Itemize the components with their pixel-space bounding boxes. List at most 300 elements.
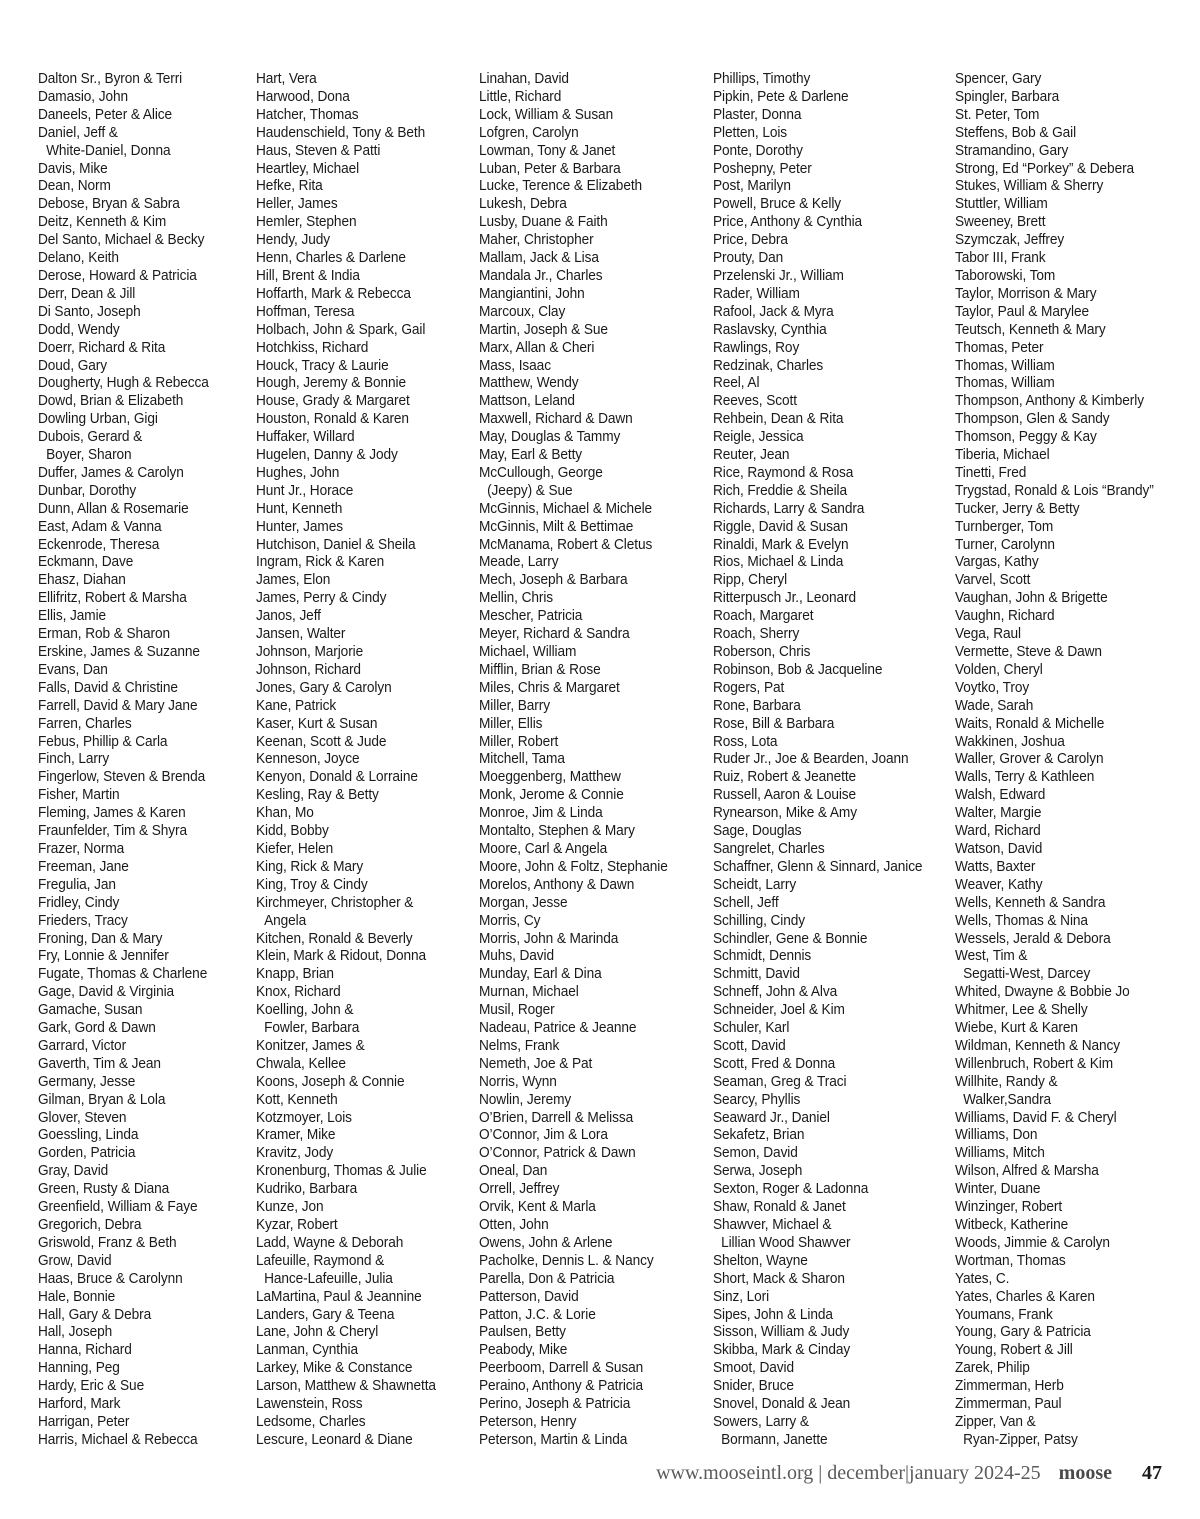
name-entry: Pipkin, Pete & Darlene (713, 87, 849, 105)
name-entry: Montalto, Stephen & Mary (479, 822, 635, 840)
name-entry: Peerboom, Darrell & Susan (479, 1359, 644, 1377)
name-entry: White-Daniel, Donna (46, 141, 171, 159)
name-entry: Mallam, Jack & Lisa (479, 249, 599, 267)
name-entry: Zimmerman, Paul (955, 1395, 1062, 1413)
name-entry: Hatcher, Thomas (256, 105, 359, 123)
name-entry: Spingler, Barbara (955, 87, 1060, 105)
name-entry: Nadeau, Patrice & Jeanne (479, 1019, 637, 1037)
name-entry: Willenbruch, Robert & Kim (955, 1054, 1114, 1072)
name-entry: Scott, Fred & Donna (713, 1054, 836, 1072)
name-entry: Sangrelet, Charles (713, 839, 825, 857)
name-entry: Richards, Larry & Sandra (713, 499, 865, 517)
name-entry: Whitmer, Lee & Shelly (955, 1001, 1088, 1019)
name-entry: Nemeth, Joe & Pat (479, 1054, 593, 1072)
name-entry: Poshepny, Peter (713, 159, 812, 177)
name-entry: Lane, John & Cheryl (256, 1323, 379, 1341)
name-entry: Ellis, Jamie (38, 607, 107, 625)
name-entry: Musil, Roger (479, 1001, 555, 1019)
name-entry: Willhite, Randy & (955, 1072, 1058, 1090)
name-entry: Zimmerman, Herb (955, 1377, 1064, 1395)
name-entry: Roach, Margaret (713, 607, 814, 625)
name-entry: Hotchkiss, Richard (256, 338, 369, 356)
name-entry: Scott, David (713, 1036, 786, 1054)
name-entry: Knox, Richard (256, 983, 341, 1001)
name-entry: Sage, Douglas (713, 822, 802, 840)
name-entry: O’Connor, Patrick & Dawn (479, 1144, 636, 1162)
name-entry: Stuttler, William (955, 195, 1048, 213)
name-entry: Grow, David (38, 1251, 112, 1269)
name-entry: Weaver, Kathy (955, 875, 1043, 893)
name-entry: Russell, Aaron & Louise (713, 786, 857, 804)
name-entry: Reeves, Scott (713, 392, 797, 410)
name-entry: Wessels, Jerald & Debora (955, 929, 1111, 947)
name-entry: Vermette, Steve & Dawn (955, 643, 1102, 660)
name-entry: Williams, David F. & Cheryl (955, 1108, 1117, 1126)
name-entry: Freeman, Jane (38, 857, 129, 875)
name-entry: Febus, Phillip & Carla (38, 732, 168, 750)
name-entry: Fowler, Barbara (264, 1019, 360, 1037)
name-entry: Raslavsky, Cynthia (713, 320, 827, 338)
name-column-4 (713, 70, 922, 1449)
name-entry: Thomson, Peggy & Kay (955, 428, 1097, 446)
name-entry: (Jeepy) & Sue (487, 481, 573, 499)
name-entry: Deitz, Kenneth & Kim (38, 213, 167, 231)
name-entry: Koelling, John & (256, 1001, 354, 1019)
name-entry: Kyzar, Robert (256, 1216, 338, 1233)
name-entry: May, Earl & Betty (479, 446, 583, 464)
name-entry: Morelos, Anthony & Dawn (479, 875, 635, 893)
name-entry: Gilman, Bryan & Lola (38, 1090, 166, 1108)
name-entry: Linahan, David (479, 70, 569, 87)
name-entry: Vaughan, John & Brigette (955, 589, 1108, 607)
name-entry: Fregulia, Jan (38, 875, 116, 893)
name-entry: McManama, Robert & Cletus (479, 535, 653, 553)
name-entry: Harrigan, Peter (38, 1412, 130, 1430)
name-entry: Munday, Earl & Dina (479, 965, 602, 983)
name-entry: Riggle, David & Susan (713, 517, 848, 535)
name-entry: Young, Robert & Jill (955, 1341, 1073, 1359)
name-entry: Moore, Carl & Angela (479, 839, 608, 857)
name-entry: Spencer, Gary (955, 70, 1042, 87)
name-entry: Hanna, Richard (38, 1341, 132, 1359)
name-entry: Mech, Joseph & Barbara (479, 571, 628, 589)
name-entry: Varvel, Scott (955, 571, 1031, 589)
name-entry: Stramandino, Gary (955, 141, 1069, 159)
name-entry: Frazer, Norma (38, 839, 125, 857)
name-entry: Griswold, Franz & Beth (38, 1233, 177, 1251)
name-entry: Rehbein, Dean & Rita (713, 410, 844, 428)
name-entry: Sweeney, Brett (955, 213, 1046, 231)
name-entry: Segatti-West, Darcey (963, 965, 1091, 983)
name-entry: Tiberia, Michael (955, 446, 1050, 464)
name-entry: Ryan-Zipper, Patsy (963, 1430, 1078, 1448)
name-entry: House, Grady & Margaret (256, 392, 410, 410)
name-entry: Doud, Gary (38, 356, 108, 374)
name-entry: Larkey, Mike & Constance (256, 1359, 413, 1377)
name-entry: Fugate, Thomas & Charlene (38, 965, 208, 983)
name-entry: Knapp, Brian (256, 965, 334, 983)
name-entry: Fry, Lonnie & Jennifer (38, 947, 169, 965)
name-entry: Sinz, Lori (713, 1287, 770, 1305)
name-entry: Prouty, Dan (713, 249, 784, 267)
name-entry: Taylor, Paul & Marylee (955, 302, 1090, 320)
name-entry: Rich, Freddie & Sheila (713, 481, 848, 499)
name-entry: Hoffarth, Mark & Rebecca (256, 284, 411, 302)
name-entry: Sisson, William & Judy (713, 1323, 850, 1341)
name-entry: Tucker, Jerry & Betty (955, 499, 1080, 517)
name-entry: Moeggenberg, Matthew (479, 768, 621, 786)
name-entry: Kenyon, Donald & Lorraine (256, 768, 418, 786)
name-entry: Young, Gary & Patricia (955, 1323, 1091, 1341)
name-entry: Taborowski, Tom (955, 266, 1056, 284)
name-entry: Mattson, Leland (479, 392, 575, 410)
name-entry: Johnson, Richard (256, 660, 361, 678)
name-entry: Little, Richard (479, 87, 562, 105)
name-entry: Rawlings, Roy (713, 338, 800, 356)
name-entry: Hefke, Rita (256, 177, 323, 195)
name-entry: Post, Marilyn (713, 177, 791, 195)
name-entry: Turnberger, Tom (955, 517, 1054, 535)
name-entry: Sexton, Roger & Ladonna (713, 1180, 869, 1198)
name-entry: Gregorich, Debra (38, 1216, 142, 1233)
name-entry: James, Elon (256, 571, 331, 589)
name-entry: Ladd, Wayne & Deborah (256, 1233, 404, 1251)
name-entry: Przelenski Jr., William (713, 266, 844, 284)
name-entry: Kiefer, Helen (256, 839, 334, 857)
page-number: 47 (1142, 1462, 1162, 1484)
name-entry: Moore, John & Foltz, Stephanie (479, 857, 668, 875)
name-entry: Wakkinen, Joshua (955, 732, 1065, 750)
name-entry: Frieders, Tracy (38, 911, 128, 929)
name-entry: Skibba, Mark & Cinday (713, 1341, 851, 1359)
name-entry: Marx, Allan & Cheri (479, 338, 595, 356)
name-entry: Janos, Jeff (256, 607, 321, 625)
name-entry: Fraunfelder, Tim & Shyra (38, 822, 188, 840)
name-entry: Vaughn, Richard (955, 607, 1055, 625)
name-entry: Maxwell, Richard & Dawn (479, 410, 633, 428)
name-entry: Hall, Joseph (38, 1323, 113, 1341)
name-entry: Peabody, Mike (479, 1341, 568, 1359)
name-entry: Wells, Thomas & Nina (955, 911, 1088, 929)
name-entry: Reigle, Jessica (713, 428, 804, 446)
name-entry: Shelton, Wayne (713, 1251, 808, 1269)
name-entry: Scheidt, Larry (713, 875, 797, 893)
name-entry: Seaward Jr., Daniel (713, 1108, 830, 1126)
name-entry: St. Peter, Tom (955, 105, 1040, 123)
name-entry: Snovel, Donald & Jean (713, 1395, 851, 1413)
name-entry: Sipes, John & Linda (713, 1305, 833, 1323)
name-entry: Schmidt, Dennis (713, 947, 812, 965)
name-entry: Meyer, Richard & Sandra (479, 625, 630, 643)
name-entry: Di Santo, Joseph (38, 302, 141, 320)
name-entry: Seaman, Greg & Traci (713, 1072, 847, 1090)
name-entry: Gaverth, Tim & Jean (38, 1054, 161, 1072)
name-entry: Otten, John (479, 1216, 549, 1233)
name-entry: Lock, William & Susan (479, 105, 614, 123)
name-entry: Redzinak, Charles (713, 356, 824, 374)
name-entry: Oneal, Dan (479, 1162, 548, 1180)
name-entry: Derose, Howard & Patricia (38, 266, 197, 284)
name-entry: Rafool, Jack & Myra (713, 302, 834, 320)
name-entry: Dalton Sr., Byron & Terri (38, 70, 183, 87)
name-entry: Powell, Bruce & Kelly (713, 195, 842, 213)
name-entry: Del Santo, Michael & Becky (38, 231, 205, 249)
name-entry: Zipper, Van & (955, 1412, 1036, 1430)
name-entry: Debose, Bryan & Sabra (38, 195, 180, 213)
name-column-5 (955, 70, 1154, 1449)
name-entry: Hanning, Peg (38, 1359, 120, 1377)
name-entry: Mellin, Chris (479, 589, 554, 607)
name-entry: Lescure, Leonard & Diane (256, 1430, 413, 1448)
name-entry: Hale, Bonnie (38, 1287, 116, 1305)
name-entry: Huffaker, Willard (256, 428, 355, 446)
name-entry: Haus, Steven & Patti (256, 141, 381, 159)
name-entry: Wiebe, Kurt & Karen (955, 1019, 1078, 1037)
name-entry: Miller, Barry (479, 696, 550, 714)
name-entry: Konitzer, James & (256, 1036, 365, 1054)
name-entry: Derr, Dean & Jill (38, 284, 136, 302)
name-entry: Taylor, Morrison & Mary (955, 284, 1097, 302)
name-entry: Evans, Dan (38, 660, 108, 678)
name-entry: Schneider, Joel & Kim (713, 1001, 845, 1019)
name-entry: Glover, Steven (38, 1108, 127, 1126)
name-entry: Dougherty, Hugh & Rebecca (38, 374, 209, 392)
name-entry: James, Perry & Cindy (256, 589, 387, 607)
name-entry: Hance-Lafeuille, Julia (264, 1269, 393, 1287)
name-entry: Haas, Bruce & Carolynn (38, 1269, 183, 1287)
name-entry: Jansen, Walter (256, 625, 346, 643)
name-entry: Kramer, Mike (256, 1126, 336, 1144)
name-entry: Murnan, Michael (479, 983, 579, 1001)
name-entry: Ingram, Rick & Karen (256, 553, 385, 571)
name-entry: Peterson, Martin & Linda (479, 1430, 628, 1448)
name-entry: Boyer, Sharon (46, 446, 132, 464)
name-entry: Ellifritz, Robert & Marsha (38, 589, 187, 607)
name-entry: Wildman, Kenneth & Nancy (955, 1036, 1120, 1054)
name-entry: Sowers, Larry & (713, 1412, 809, 1430)
name-entry: Reel, Al (713, 374, 760, 392)
name-entry: King, Rick & Mary (256, 857, 364, 875)
name-entry: Fleming, James & Karen (38, 804, 186, 822)
name-entry: Rinaldi, Mark & Evelyn (713, 535, 849, 553)
name-entry: Daneels, Peter & Alice (38, 105, 173, 123)
name-entry: Germany, Jesse (38, 1072, 136, 1090)
name-entry: Lafeuille, Raymond & (256, 1251, 385, 1269)
name-entry: Short, Mack & Sharon (713, 1269, 845, 1287)
name-entry: Lucke, Terence & Elizabeth (479, 177, 643, 195)
name-entry: Orvik, Kent & Marla (479, 1198, 596, 1216)
name-entry: Pacholke, Dennis L. & Nancy (479, 1251, 654, 1269)
name-entry: Kronenburg, Thomas & Julie (256, 1162, 427, 1180)
name-entry: Kunze, Jon (256, 1198, 324, 1216)
name-entry: Roach, Sherry (713, 625, 800, 643)
name-entry: Lofgren, Carolyn (479, 123, 579, 141)
name-entry: Hoffman, Teresa (256, 302, 355, 320)
name-entry: Kenneson, Joyce (256, 750, 360, 768)
name-entry: Schuler, Karl (713, 1019, 790, 1037)
name-entry: Lusby, Duane & Faith (479, 213, 608, 231)
name-entry: LaMartina, Paul & Jeannine (256, 1287, 422, 1305)
name-entry: Vargas, Kathy (955, 553, 1039, 571)
name-entry: Waits, Ronald & Michelle (955, 714, 1105, 732)
name-entry: McGinnis, Milt & Bettimae (479, 517, 634, 535)
name-entry: Daniel, Jeff & (38, 123, 118, 141)
name-entry: Winter, Duane (955, 1180, 1041, 1198)
name-entry: Tinetti, Fred (955, 463, 1027, 481)
name-entry: Larson, Matthew & Shawnetta (256, 1377, 436, 1395)
name-entry: Tabor III, Frank (955, 249, 1046, 267)
name-entry: Hardy, Eric & Sue (38, 1377, 145, 1395)
name-entry: Parella, Don & Patricia (479, 1269, 615, 1287)
name-entry: Houston, Ronald & Karen (256, 410, 409, 428)
name-entry: Farrell, David & Mary Jane (38, 696, 198, 714)
name-entry: Kudriko, Barbara (256, 1180, 358, 1198)
name-entry: Norris, Wynn (479, 1072, 557, 1090)
name-entry: Schneff, John & Alva (713, 983, 838, 1001)
name-entry: Peraino, Anthony & Patricia (479, 1377, 643, 1395)
name-entry: Volden, Cheryl (955, 660, 1043, 678)
name-entry: Rader, William (713, 284, 800, 302)
name-entry: Morris, John & Marinda (479, 929, 619, 947)
name-entry: Klein, Mark & Ridout, Donna (256, 947, 427, 965)
name-entry: Vega, Raul (955, 625, 1021, 643)
name-entry: Mescher, Patricia (479, 607, 583, 625)
name-entry: Ripp, Cheryl (713, 571, 788, 589)
name-entry: Sekafetz, Brian (713, 1126, 805, 1144)
name-entry: Morgan, Jesse (479, 893, 568, 911)
name-column-1 (38, 70, 209, 1449)
name-entry: Roberson, Chris (713, 643, 811, 660)
name-entry: Meade, Larry (479, 553, 559, 571)
name-entry: Hall, Gary & Debra (38, 1305, 152, 1323)
name-entry: Eckmann, Dave (38, 553, 134, 571)
name-entry: Matthew, Wendy (479, 374, 579, 392)
name-entry: Dubois, Gerard & (38, 428, 143, 446)
name-entry: Serwa, Joseph (713, 1162, 803, 1180)
name-entry: Stukes, William & Sherry (955, 177, 1104, 195)
name-entry: Owens, John & Arlene (479, 1233, 613, 1251)
name-entry: Lillian Wood Shawver (721, 1233, 851, 1251)
name-entry: Schindler, Gene & Bonnie (713, 929, 868, 947)
name-entry: Robinson, Bob & Jacqueline (713, 660, 883, 678)
name-entry: Wells, Kenneth & Sandra (955, 893, 1106, 911)
name-entry: Waller, Grover & Carolyn (955, 750, 1104, 768)
name-entry: Henn, Charles & Darlene (256, 249, 406, 267)
name-entry: Mifflin, Brian & Rose (479, 660, 601, 678)
name-column-3 (479, 70, 668, 1449)
name-entry: Erman, Rob & Sharon (38, 625, 171, 643)
name-entry: Steffens, Bob & Gail (955, 123, 1077, 141)
name-entry: Mass, Isaac (479, 356, 551, 374)
name-entry: West, Tim & (955, 947, 1028, 965)
name-entry: Fridley, Cindy (38, 893, 120, 911)
name-entry: Kravitz, Jody (256, 1144, 334, 1162)
name-entry: Voytko, Troy (955, 678, 1030, 696)
name-entry: Doerr, Richard & Rita (38, 338, 166, 356)
name-entry: McCullough, George (479, 463, 603, 481)
name-entry: Gorden, Patricia (38, 1144, 136, 1162)
name-entry: Yates, C. (955, 1269, 1010, 1287)
name-entry: Pletten, Lois (713, 123, 788, 141)
name-entry: Johnson, Marjorie (256, 643, 364, 660)
name-entry: Williams, Mitch (955, 1144, 1045, 1162)
name-entry: Damasio, John (38, 87, 128, 105)
name-entry: Searcy, Phyllis (713, 1090, 801, 1108)
name-entry: Martin, Joseph & Sue (479, 320, 608, 338)
name-entry: Koons, Joseph & Connie (256, 1072, 405, 1090)
name-entry: Dowd, Brian & Elizabeth (38, 392, 184, 410)
name-entry: Khan, Mo (256, 804, 314, 822)
name-entry: Maher, Christopher (479, 231, 594, 249)
name-entry: Hugelen, Danny & Jody (256, 446, 398, 464)
name-entry: Hendy, Judy (256, 231, 330, 249)
name-entry: Dunbar, Dorothy (38, 481, 137, 499)
name-entry: Yates, Charles & Karen (955, 1287, 1095, 1305)
name-entry: Kott, Kenneth (256, 1090, 338, 1108)
name-entry: Bormann, Janette (721, 1430, 828, 1448)
name-entry: Plaster, Donna (713, 105, 802, 123)
name-entry: Duffer, James & Carolyn (38, 463, 184, 481)
name-entry: Kitchen, Ronald & Beverly (256, 929, 413, 947)
name-entry: Shawver, Michael & (713, 1216, 832, 1233)
name-entry: Goessling, Linda (38, 1126, 139, 1144)
name-entry: Dodd, Wendy (38, 320, 120, 338)
name-entry: Gamache, Susan (38, 1001, 143, 1019)
footer-brand: moose (1058, 1462, 1112, 1484)
name-entry: Snider, Bruce (713, 1377, 794, 1395)
name-entry: Reuter, Jean (713, 446, 790, 464)
name-entry: Kaser, Kurt & Susan (256, 714, 378, 732)
name-entry: Hughes, John (256, 463, 340, 481)
name-entry: Monk, Jerome & Connie (479, 786, 624, 804)
name-entry: Muhs, David (479, 947, 554, 965)
name-entry: Garrard, Victor (38, 1036, 127, 1054)
name-entry: Heartley, Michael (256, 159, 360, 177)
name-entry: Miller, Ellis (479, 714, 543, 732)
name-entry: Nelms, Frank (479, 1036, 560, 1054)
name-entry: Delano, Keith (38, 249, 119, 267)
name-entry: Schell, Jeff (713, 893, 779, 911)
name-entry: Greenfield, William & Faye (38, 1198, 198, 1216)
name-entry: Wade, Sarah (955, 696, 1034, 714)
name-entry: Hunt Jr., Horace (256, 481, 354, 499)
name-entry: Jones, Gary & Carolyn (256, 678, 392, 696)
name-entry: Perino, Joseph & Patricia (479, 1395, 631, 1413)
name-entry: Eckenrode, Theresa (38, 535, 160, 553)
name-entry: Thompson, Anthony & Kimberly (955, 392, 1144, 410)
name-entry: Ehasz, Diahan (38, 571, 126, 589)
name-list (0, 70, 1200, 1460)
name-entry: Watson, David (955, 839, 1043, 857)
name-entry: Thompson, Glen & Sandy (955, 410, 1110, 428)
name-entry: Szymczak, Jeffrey (955, 231, 1065, 249)
name-entry: Kotzmoyer, Lois (256, 1108, 352, 1126)
name-entry: McGinnis, Michael & Michele (479, 499, 653, 517)
name-entry: Nowlin, Jeremy (479, 1090, 572, 1108)
name-entry: Ruder Jr., Joe & Bearden, Joann (713, 750, 909, 768)
name-entry: Landers, Gary & Teena (256, 1305, 395, 1323)
name-entry: Lowman, Tony & Janet (479, 141, 616, 159)
name-entry: Hemler, Stephen (256, 213, 357, 231)
name-entry: Witbeck, Katherine (955, 1216, 1069, 1233)
name-entry: Hart, Vera (256, 70, 317, 87)
name-entry: Rose, Bill & Barbara (713, 714, 835, 732)
name-entry: Farren, Charles (38, 714, 132, 732)
name-entry: Lukesh, Debra (479, 195, 567, 213)
name-entry: Erskine, James & Suzanne (38, 643, 200, 660)
name-entry: Rice, Raymond & Rosa (713, 463, 854, 481)
name-entry: Mangiantini, John (479, 284, 585, 302)
